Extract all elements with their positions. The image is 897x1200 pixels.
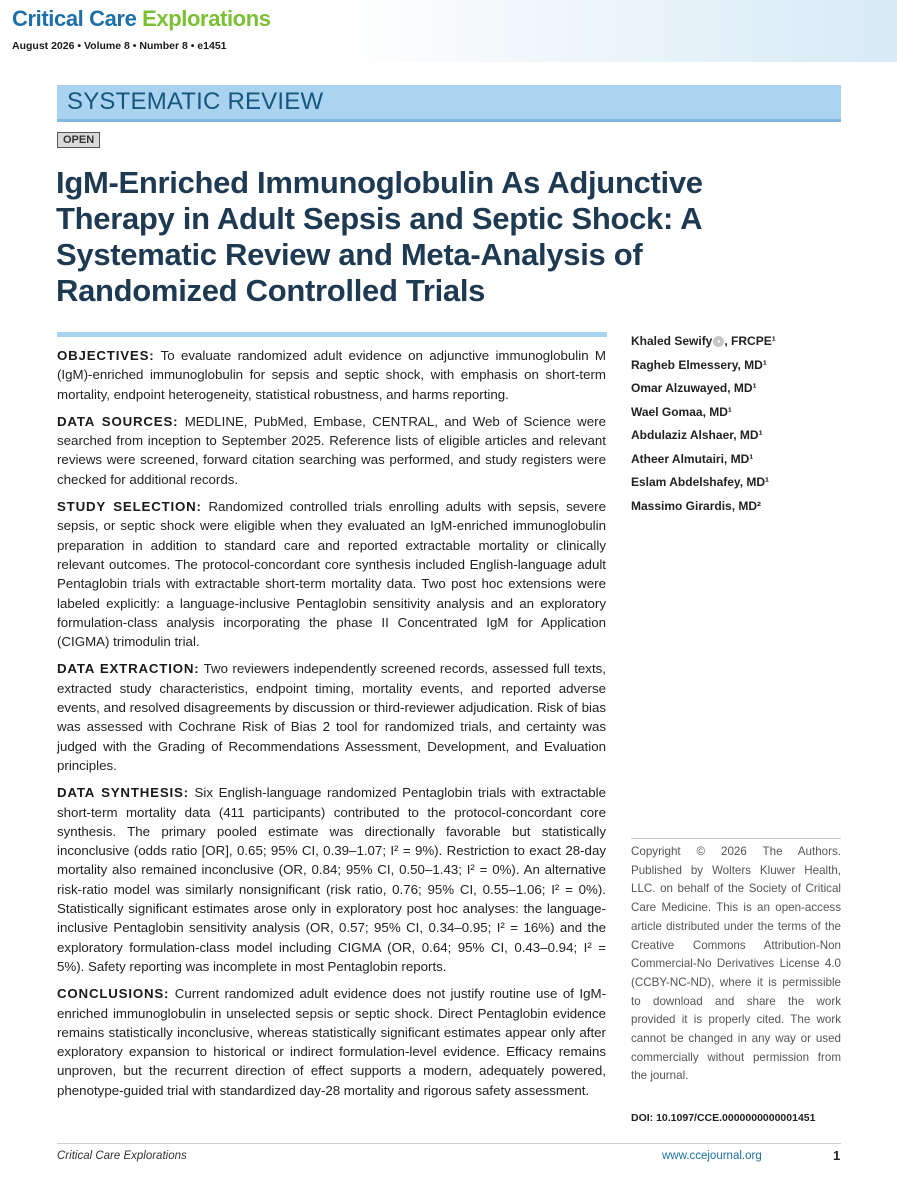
open-access-badge: OPEN [57, 132, 100, 148]
author-name[interactable]: Khaled Sewify [631, 334, 713, 348]
author-degree: , MD¹ [739, 475, 770, 489]
issue-info: August 2026 • Volume 8 • Number 8 • e1451 [12, 40, 227, 52]
doi-link[interactable]: DOI: 10.1097/CCE.0000000000001451 [631, 1112, 816, 1124]
abstract-section-text: MEDLINE, PubMed, Embase, CENTRAL, and Web of Science were searched from inception to September 2025. Reference lists of eligible articles and relevant reviews were screened, forward citation searching was performed, and study registers were checked for additional records. [57, 413, 606, 487]
abstract-section-text: Two reviewers independently screened records, assessed full texts, extracted study characteristics, endpoint timing, mortality events, and reported adverse events, and resolved disagreements by discussion or third-reviewer adjudication. Risk of bias was assessed with Cochrane Risk of Bias 2 tool for randomized trials, and certainty was judged with the Grading of Recommendations Assessment, Development, and Evaluation principles. [57, 661, 606, 773]
journal-logo[interactable] [12, 6, 271, 32]
abstract-section [57, 412, 606, 489]
abstract-section [57, 346, 606, 404]
abstract-section-text: Current randomized adult evidence does not justify routine use of IgM-enriched immunoglobulin in unselected sepsis or septic shock. Direct Pentaglobin evidence remains statistically inconclusive, whereas statistically significant estimates appear only after exploratory expansion to historical or indirect formulation-level evidence. Efficacy remains unproven, but the recurrent direction of effect supports a modern, adequately powered, phenotype-guided trial with standardized day-28 mortality and rigorous safety assessment. [57, 986, 606, 1098]
author-name[interactable]: Omar Alzuwayed [631, 381, 728, 395]
abstract-section-label: CONCLUSIONS: [57, 986, 170, 1002]
abstract [57, 346, 606, 1108]
author-item [631, 475, 861, 499]
author-name[interactable]: Ragheb Elmessery [631, 357, 738, 372]
abstract-section [57, 783, 606, 976]
author-name[interactable]: Massimo Girardis [631, 498, 732, 513]
author-name[interactable]: Wael Gomaa [631, 404, 703, 419]
author-degree: , MD¹ [727, 381, 757, 395]
abstract-divider [57, 332, 607, 337]
journal-name-part1: Critical Care [12, 6, 137, 31]
author-item [631, 358, 861, 382]
abstract-section-label: DATA SYNTHESIS: [57, 785, 189, 801]
abstract-section [57, 659, 606, 775]
author-list [631, 334, 861, 522]
copyright-notice: Copyright © 2026 The Authors. Published by Wolters Kluwer Health, LLC. on behalf of the Society of Critical Care Medicine. This is an open-access article distributed under the terms of the Creative Commons Attribution-Non Commercial-No Derivatives License 4.0 (CCBY-NC-ND), where it is permissible to download and share the work provided it is properly cited. The work cannot be changed in any way or used commercially without permission from the journal. [631, 845, 841, 1083]
author-name[interactable]: Eslam Abdelshafey [631, 475, 740, 489]
author-degree: , MD² [731, 498, 762, 513]
abstract-section-text: To evaluate randomized adult evidence on adjunctive immunoglobulin M (IgM)-enriched immunoglobulin for sepsis and septic shock, with emphasis on short-term mortality, endpoint heterogeneity, statistical robustness, and harms reporting. [57, 348, 606, 402]
author-degree: , MD¹ [723, 451, 754, 466]
footer-journal: Critical Care Explorations [57, 1150, 187, 1162]
author-degree: , MD¹ [737, 357, 767, 372]
footer-divider [57, 1143, 841, 1144]
section-banner [57, 85, 841, 122]
page-number: 1 [833, 1148, 841, 1163]
abstract-section [57, 984, 606, 1100]
abstract-section-label: STUDY SELECTION: [57, 499, 202, 515]
author-name[interactable]: Atheer Almutairi [631, 451, 724, 466]
author-item [631, 499, 861, 523]
journal-name-part2: Explorations [142, 6, 271, 31]
abstract-section [57, 497, 606, 651]
journal-header [0, 0, 897, 62]
author-degree: , FRCPE¹ [724, 334, 776, 348]
author-name[interactable]: Abdulaziz Alshaer [631, 428, 734, 442]
author-item [631, 405, 861, 429]
author-item [631, 428, 861, 452]
author-degree: , MD¹ [733, 428, 763, 442]
author-item [631, 381, 861, 405]
author-item [631, 452, 861, 476]
footer-url-link[interactable]: www.ccejournal.org [662, 1150, 762, 1162]
article-title: IgM-Enriched Immunoglobulin As Adjunctive Therapy in Adult Sepsis and Septic Shock: A Systematic Review and Meta-Analysis of Randomized Controlled Trials [56, 165, 703, 308]
abstract-section-label: DATA SOURCES: [57, 413, 179, 429]
section-label: SYSTEMATIC REVIEW [67, 88, 324, 115]
abstract-section-text: Six English-language randomized Pentaglobin trials with extractable short-term mortality data (411 participants) contributed to the protocol-concordant core synthesis. The primary pooled estimate was directionally favorable but statistically inconclusive (odds ratio [OR], 0.65; 95% CI, 0.39–1.07; I² = 9%). Restriction to exact 28-day mortality also remained inconclusive (OR, 0.84; 95% CI, 0.50–1.43; I² = 0%). An alternative risk-ratio model was similarly nonsignificant (risk ratio, 0.76; 95% CI, 0.55–1.06; I² = 0%). Statistically significant estimates arose only in exploratory post hoc analyses: the language-inclusive Pentaglobin sensitivity analysis (OR, 0.57; 95% CI, 0.34–0.95; I² = 16%) and the exploratory formulation-class model including CIGMA (OR, 0.64; 95% CI, 0.43–0.94; I² = 5%). Safety reporting was incomplete in most Pentaglobin reports. [57, 785, 607, 974]
orcid-icon[interactable]: • [713, 336, 724, 347]
author-item [631, 334, 861, 358]
header-gradient [337, 0, 897, 62]
author-degree: , MD¹ [702, 404, 732, 419]
abstract-section-label: DATA EXTRACTION: [57, 661, 200, 677]
abstract-section-label: OBJECTIVES: [57, 348, 155, 363]
copyright-divider [631, 838, 841, 839]
abstract-section-text: Randomized controlled trials enrolling adults with sepsis, severe sepsis, or septic shock were eligible when they evaluated an IgM-enriched immunoglobulin preparation in addition to standard care and reported extractable mortality or clinically relevant outcomes. The protocol-concordant core synthesis included English-language adult Pentaglobin trials with extractable short-term mortality data. Two post hoc extensions were labeled explicitly: a language-inclusive Pentaglobin sensitivity analysis and an exploratory formulation-class analysis incorporating the phase II Concentrated IgM for Application (CIGMA) trimodulin trial. [57, 499, 606, 650]
